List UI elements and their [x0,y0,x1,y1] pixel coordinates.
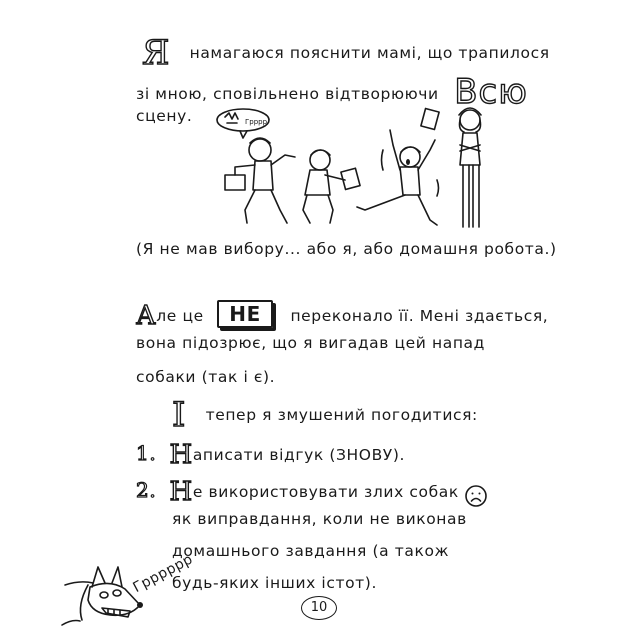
sad-face-icon [464,484,488,508]
drop-cap-ya: Я [142,33,171,73]
aside-text: (Я не мав вибору... або я, або домашня робота.) [136,240,557,258]
drop-cap-i: І [172,395,187,435]
boy-pose-1 [225,138,295,223]
boxed-word-ne: НЕ [217,300,273,328]
paragraph2-line2: вона підозрює, що я вигадав цей напад [136,334,485,352]
text: намагаюся пояснити мамі, що трапилося [189,44,550,62]
list-item-1 [136,440,405,470]
speech-bubble [217,109,269,138]
list-item-2 [136,477,459,507]
text: ле це [156,307,204,325]
list-number: 1. [136,441,157,465]
emphasis-vsyu: Всю [454,72,528,112]
list-item-2-line2: як виправдання, коли не виконав [172,510,467,528]
scene-illustration [205,105,505,235]
drop-cap-n: Н [169,440,193,470]
dog-growl-text: Гpppppp [130,551,196,596]
text: зі мною, сповільнено відтворюючи [136,85,439,103]
text: сцену. [136,107,193,125]
list-item-2-line4: будь-яких інших істот). [172,574,377,592]
mom-arms-crossed [459,108,481,227]
paragraph3-line1 [172,395,478,435]
paragraph2-line3: собаки (так і є). [136,368,276,386]
paragraph2-line1 [136,300,548,331]
drop-cap-a: А [136,301,157,331]
list-item-2-line3: домашнього завдання (а також [172,542,450,560]
list-number: 2. [136,478,157,502]
paragraph1-line1 [142,33,550,73]
text: аписати відгук (ЗНОВУ). [192,446,406,464]
paragraph1-line3 [136,107,192,125]
page-number: 10 [301,596,337,620]
drop-cap-n: Н [169,477,193,507]
boy-pose-2 [303,150,360,223]
text: тепер я змушений погодитися: [205,406,478,424]
bubble-text: Гpppp [245,118,268,126]
boy-pose-3 [357,108,439,225]
text: е використовувати злих собак [192,483,459,501]
text: переконало її. Мені здається, [290,307,549,325]
